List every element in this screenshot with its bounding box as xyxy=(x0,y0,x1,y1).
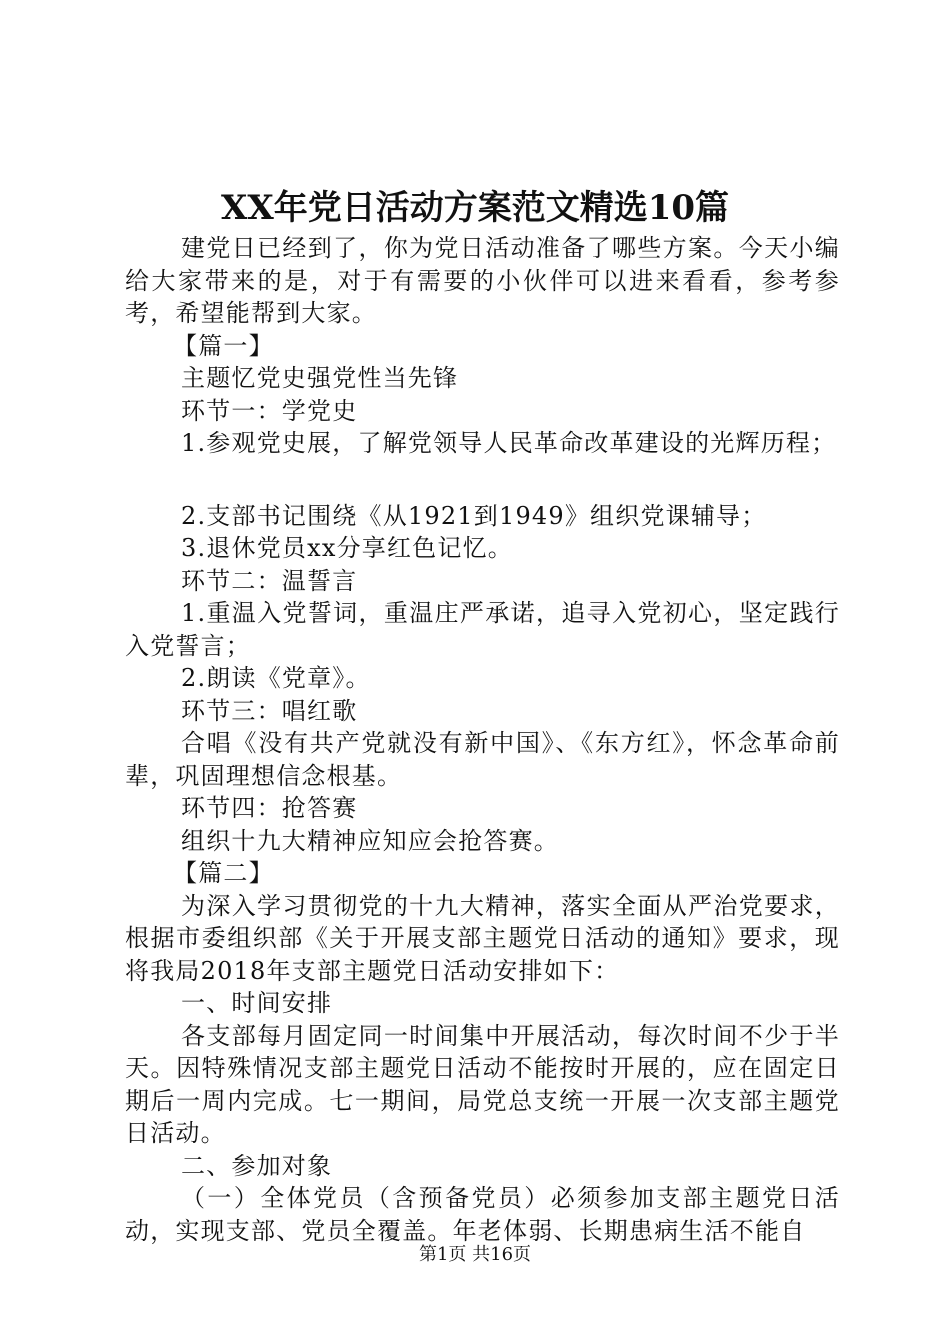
section-heading-part-one: 【篇一】 xyxy=(173,331,274,360)
body-paragraph: 各支部每月固定同一时间集中开展活动，每次时间不少于半天。因特殊情况支部主题党日活动不能按时开展的，应在固定日期后一周内完成。七一期间，局党总支统一开展一次支部主题党日活动。 xyxy=(125,1021,840,1147)
subsection-heading: 二、参加对象 xyxy=(181,1151,333,1180)
intro-paragraph: 建党日已经到了，你为党日活动准备了哪些方案。今天小编给大家带来的是，对于有需要的小伙伴可以进来看看，参考参考，希望能帮到大家。 xyxy=(125,234,840,327)
document-title: XX年党日活动方案范文精选10篇 xyxy=(220,188,730,228)
step-heading: 环节二：温誓言 xyxy=(181,566,358,595)
step-heading: 环节四：抢答赛 xyxy=(181,794,358,822)
list-item: 2.支部书记围绕《从1921到1949》组织党课辅导； xyxy=(181,501,767,530)
body-paragraph: 为深入学习贯彻党的十九大精神，落实全面从严治党要求，根据市委组织部《关于开展支部主题党日活动的通知》要求，现将我局2018年支部主题党日活动安排如下： xyxy=(125,891,840,985)
subsection-heading: 一、时间安排 xyxy=(181,989,333,1017)
body-paragraph: 合唱《没有共产党就没有新中国》、《东方红》，怀念革命前辈，巩固理想信念根基。 xyxy=(125,729,840,790)
list-item: 1.重温入党誓词，重温庄严承诺，追寻入党初心，坚定践行入党誓言； xyxy=(125,599,840,660)
page-footer: 第1页 共16页 xyxy=(418,1244,532,1265)
body-paragraph: 组织十九大精神应知应会抢答赛。 xyxy=(181,826,559,855)
theme-line: 主题忆党史强党性当先锋 xyxy=(181,364,459,392)
document-body xyxy=(125,232,840,1247)
step-heading: 环节一：学党史 xyxy=(181,396,358,425)
list-item: 2.朗读《党章》。 xyxy=(181,664,371,692)
body-paragraph: （一）全体党员（含预备党员）必须参加支部主题党日活动，实现支部、党员全覆盖。年老体弱、长期患病生活不能自 xyxy=(125,1184,840,1245)
section-heading-part-two: 【篇二】 xyxy=(173,859,274,887)
step-heading: 环节三：唱红歌 xyxy=(181,696,358,725)
list-item: 3.退休党员xx分享红色记忆。 xyxy=(181,534,513,562)
list-item: 1.参观党史展，了解党领导人民革命改革建设的光辉历程； xyxy=(181,429,837,457)
